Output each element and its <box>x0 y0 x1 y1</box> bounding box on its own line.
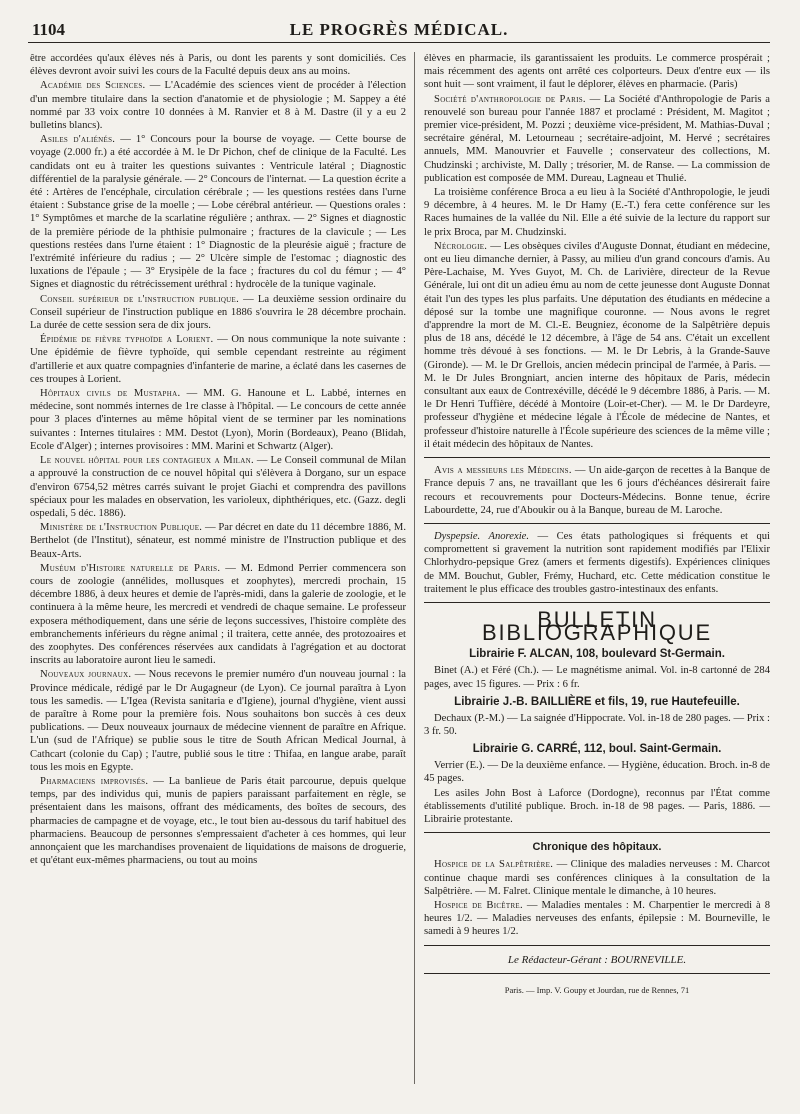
library-heading: Librairie G. CARRÉ, 112, boul. Saint-Germain. <box>472 743 722 756</box>
news-paragraph: Asiles d'aliénés. — 1° Concours pour la bourse de voyage. — Cette bourse de voyage (2.000 fr.) a été accordée à M. le Dr Pichon, chef de clinique de la Faculté. Les candidats ont eu à traiter les questions suivantes : Ventricule latéral ; Diagnostic différentiel de la paralysie générale. — 2° Concours de l'internat. — La question écrite a été : Artères de l'encéphale, circulation cérébrale ; — les questions restées dans l'urne étaient : Substance grise de la moelle ; — Lobe cérébral antérieur. — Questions orales : 1° Symptômes et marche de la scarlatine régulière ; anthrax. — 2° Signes et diagnostic de la première période de la phthisie pulmonaire ; fractures de la clavicule ; — Les questions restées dans l'urne étaient : 1° Diagnostic de la pleurésie aiguë ; fracture de l'extrémité inférieure du radius ; — 2° Ulcère simple de l'estomac ; diagnostic des luxations de l'épaule ; — 3° Erysipèle de la face ; fractures du col du fémur ; — 4° Signes et diagnostic du rétrécissement uréthral : hydrocèle de la tunique vaginale. <box>30 134 406 291</box>
notice-paragraph: Avis a messieurs les Médecins. — Un aide-garçon de recettes à la Banque de France depuis 7 ans, ne travaillant que les 6 jours d'échéances désirerait faire recours et recouvrements pour Docteurs-Médecins. Bonne tenue, écrire Labourdette, 24, rue d'Aboukir ou à la Banque, bureau de M. Laroche. <box>424 465 770 516</box>
news-paragraph: Hôpitaux civils de Mustapha. — MM. G. Hanoune et L. Labbé, internes en médecine, sont nommés internes de 1re classe à l'hôpital. — Le concours de cette année pour 3 places d'internes au même hôpital vient de se terminer par les nominations suivantes : Internes titulaires : MM. Destot (Lyon), Morin (Bordeaux), Peano (Blidah, Ecole d'Alger) ; internes provisoires : MM. Marini et Schwartz (Alger). <box>30 388 406 452</box>
book-entry: Verrier (E.). — De la deuxième enfance. — Hygiène, éducation. Broch. in-8 de 45 pages. <box>424 760 770 785</box>
section-rule <box>424 457 770 458</box>
news-paragraph: Le nouvel hôpital pour les contagieux a Milan. — Le Conseil communal de Milan a approuvé la construction de ce nouvel hôpital qui s'élèvera à Dorgano, sur un espace d'environ 6754,52 mètres carrés suivant le projet Giachi et comprendra des pavillons spéciaux pour les malades en observation, les varioleux, diphthériques, etc. (Gazz. degli ospedali, 5 déc. 1886). <box>30 455 406 519</box>
news-paragraph: élèves en pharmacie, ils garantissaient les produits. Le commerce prospérait ; mais récemment des agents ont arrêté ces colporteurs. Deux d'entre eux — ils sont huit — sont vraiment, il faut le déplorer, élèves en pharmacie. (Paris) <box>424 53 770 91</box>
book-entry: Les asiles John Bost à Laforce (Dordogne), reconnus par l'État comme établissements d'utilité publique. Broch. in-18 de 98 pages. — Paris, 1886. — Librairie protestante. <box>424 787 770 825</box>
news-paragraph: Académie des Sciences. — L'Académie des sciences vient de procéder à l'élection d'un membre titulaire dans la section d'anatomie et de physiologie ; M. Sappey a été nommé par 33 voix contre 10 données à M. Ranvier et 8 à M. Dastre (il y a eu 2 bulletins blancs). <box>30 80 406 132</box>
page-number: 1104 <box>32 20 66 39</box>
hospital-entry: Hospice de Bicêtre. — Maladies mentales : M. Charpentier le mercredi à 8 heures 1/2. — Maladies nerveuses des enfants, épilepsie : M. Bourneville, le samedi à 9 heures 1/2. <box>424 899 770 938</box>
news-paragraph: être accordées qu'aux élèves nés à Paris, ou dont les parents y sont domiciliés. Ces élèves devront avoir suivi les cours de la Faculté depuis deux ans au moins. <box>30 53 406 78</box>
bulletin-title: BULLETIN BIBLIOGRAPHIQUE <box>482 606 712 646</box>
library-heading: Librairie J.-B. BAILLIÈRE et fils, 19, rue Hautefeuille. <box>454 695 740 708</box>
library-heading: Librairie F. ALCAN, 108, boulevard St-Germain. <box>469 648 725 661</box>
header-rule <box>28 42 770 43</box>
hospital-entry: Hospice de la Salpêtrière. — Clinique des maladies nerveuses : M. Charcot continue chaque mardi ses conférences cliniques à la consultation de la Salpêtrière. — M. Falret. Clinique mentale le dimanche, à 10 heures. <box>424 859 770 897</box>
news-paragraph: Conseil supérieur de l'instruction publique. — La deuxième session ordinaire du Conseil supérieur de l'instruction publique en 1886 s'ouvrira le 28 décembre prochain. La durée de cette session sera de dix jours. <box>30 293 406 332</box>
book-entry: Binet (A.) et Féré (Ch.). — Le magnétisme animal. Vol. in-8 cartonné de 284 pages, avec 15 figures. — Prix : 6 fr. <box>424 665 770 690</box>
section-rule <box>424 832 770 833</box>
book-entry: Dechaux (P.-M.) — La saignée d'Hippocrate. Vol. in-18 de 280 pages. — Prix : 3 fr. 50. <box>424 712 770 737</box>
section-rule <box>424 945 770 946</box>
news-paragraph: La troisième conférence Broca a eu lieu à la Société d'Anthropologie, le jeudi 9 décembre, à 4 heures. M. le Dr Hamy (E.-T.) fera cette conférence sur les Races humaines de la vallée du Nil. Elle a été suivie de la lecture du rapport sur le prix Broca, par M. Chudzinski. <box>424 187 770 238</box>
section-rule <box>424 602 770 603</box>
news-paragraph: Épidémie de fièvre typhoïde a Lorient. — On nous communique la note suivante : Une épidémie de fièvre typhoïde, qui semble cependant restreinte au régiment d'artillerie et aux quatre compagnies d'infanterie de marine, a éclaté dans les casernes de ces troupes à Lorient. <box>30 334 407 385</box>
news-paragraph: Société d'anthropologie de Paris. — La Société d'Anthropologie de Paris a renouvelé son bureau pour l'année 1887 et proclamé : Président, M. Magitot ; premier vice-président, M. Pozzi ; deuxième vice-président, M. Mathias-Duval ; secrétaire général, M. Letourneau ; secrétaire-adjoint, M. Hervé ; secrétaires annuels, MM. Manouvrier et Fauvelle ; conservateur des collections, M. Chudzinski ; archiviste, M. Dally ; trésorier, M. de Ranse. — La commission de publication est composée de MM. Dureau, Lagneau et Thulié. <box>424 93 770 184</box>
news-paragraph: Muséum d'Histoire naturelle de Paris. — M. Edmond Perrier commencera son cours de zoologie (annélides, mollusques et zoophytes), mercredi prochain, 15 décembre 1886, à deux heures et demie de l'après-midi, dans la galerie de zoologie, et le continuera à la même heure, les mercredi et vendredi de chaque semaine. Le professeur exposera méthodiquement, dans une série de leçons successives, l'histoire complète des embranchements inférieurs du règne animal ; il traitera, cette année, des protozoaires et des zoophytes. Des conférences réservées aux candidats à l'agrégation et au doctorat inscrits au laboratoire auront lieu le samedi. <box>30 562 406 667</box>
page-header <box>28 14 770 42</box>
advert-paragraph: Dyspepsie. Anorexie. — Ces états pathologiques si fréquents et qui compromettent si gravement la nutrition sont rapidement modifiés par l'Elixir Chlorhydro-pepsique Grez (amers et ferments digestifs). Expériences cliniques de MM. Bouchut, Gubler, Frémy, Huchard, etc. Cette médication constitue le traitement le plus efficace des troubles gastro-intestinaux des enfants. <box>424 530 771 595</box>
news-paragraph: Pharmaciens improvisés. — La banlieue de Paris était parcourue, depuis quelque temps, par des individus qui, munis de papiers paraissant parfaitement en règle, se présentaient dans les maisons, offrant des médicaments, des boîtes de secours, des pharmacies de campagne et de voyage, etc., le tout bien au-dessous du tarif habituel des pharmaciens. Beaucoup de personnes s'empressaient d'acheter à ces hommes, qui leur annonçaient que les marchandises provenaient de liquidations de maisons de droguerie, et qu'étant eux-mêmes pharmaciens, ou tout au moins <box>30 775 406 867</box>
right-column <box>424 52 770 997</box>
editor-signature: Le Rédacteur-Gérant : BOURNEVILLE. <box>507 953 687 966</box>
chronique-title: Chronique des hôpitaux. <box>532 841 662 854</box>
journal-title: LE PROGRÈS MÉDICAL. <box>289 20 509 39</box>
printer-line: Paris. — Imp. V. Goupy et Jourdan, rue de Rennes, 71 <box>504 984 690 995</box>
section-rule <box>424 973 770 974</box>
news-paragraph: Nouveaux journaux. — Nous recevons le premier numéro d'un nouveau journal : la Province médicale, rédigé par le Dr Augagneur (de Lyon). Ce journal paraîtra à Lyon tous les samedis. — L'Igea (Revista sanitaria e d'Igiene), journal d'hygiène, vient aussi de paraître à Rome pour la première fois. Nous souhaitons bon succès à ces deux publications. — Deux nouveaux journaux de médecine viennent de paraître en Afrique. L'un (sud de l'Afrique) se publie sous le titre de South African Medical Journal, à Cathcart (colonie du Cap) ; l'autre, publié sous le titre : Thifaa, en langue arabe, paraît tous les mois en Egypte. <box>30 669 406 773</box>
news-paragraph: Nécrologie. — Les obsèques civiles d'Auguste Donnat, étudiant en médecine, ont eu lieu dimanche dernier, à Passy, au milieu d'un grand concours d'amis. Au Père-Lachaise, M. Yves Guyot, M. Ch. de Larivière, directeur de la Revue Générale, lui ont dit un adieu ému au nom de cette jeunesse dont Auguste Donnat était l'un des types les plus parfaits. Une députation des étudiants en médecine a déposé sur la tombe une magnifique couronne. — Nous avons le regret d'apprendre la mort de M. Cl.-E. Beugniez, économe de la Salpêtrière depuis plus de 18 ans, décédé le 12 décembre, à l'âge de 54 ans. C'était un excellent homme très dévoué à ses fonctions. — M. le Dr Lebris, à la Grande-Sauve (Gironde). — M. le Dr Grellois, ancien médecin principal de l'armée, à Paris. — M. le Dr Jules Brongniart, ancien interne des hôpitaux de Paris, médecin consultant aux eaux de Contrexéville, décédé le 9 décembre 1886, à Paris. — M. le Dr Henri Tuffière, décédé à Montoire (Loir-et-Cher). — M. le Dr Dardeyre, professeur d'hygiène et médecine légale à l'École de médecine de Nantes, et professeur d'histoire naturelle à l'École supérieure des sciences de la même ville ; il était médecin des hôpitaux de Nantes. <box>424 240 770 450</box>
left-column <box>30 52 406 868</box>
news-paragraph: Ministère de l'Instruction Publique. — Par décret en date du 11 décembre 1886, M. Berthelot (de l'Institut), sénateur, est nommé ministre de l'Instruction publique et des Beaux-Arts. <box>30 522 406 560</box>
section-rule <box>424 523 770 524</box>
column-divider <box>414 52 415 1084</box>
